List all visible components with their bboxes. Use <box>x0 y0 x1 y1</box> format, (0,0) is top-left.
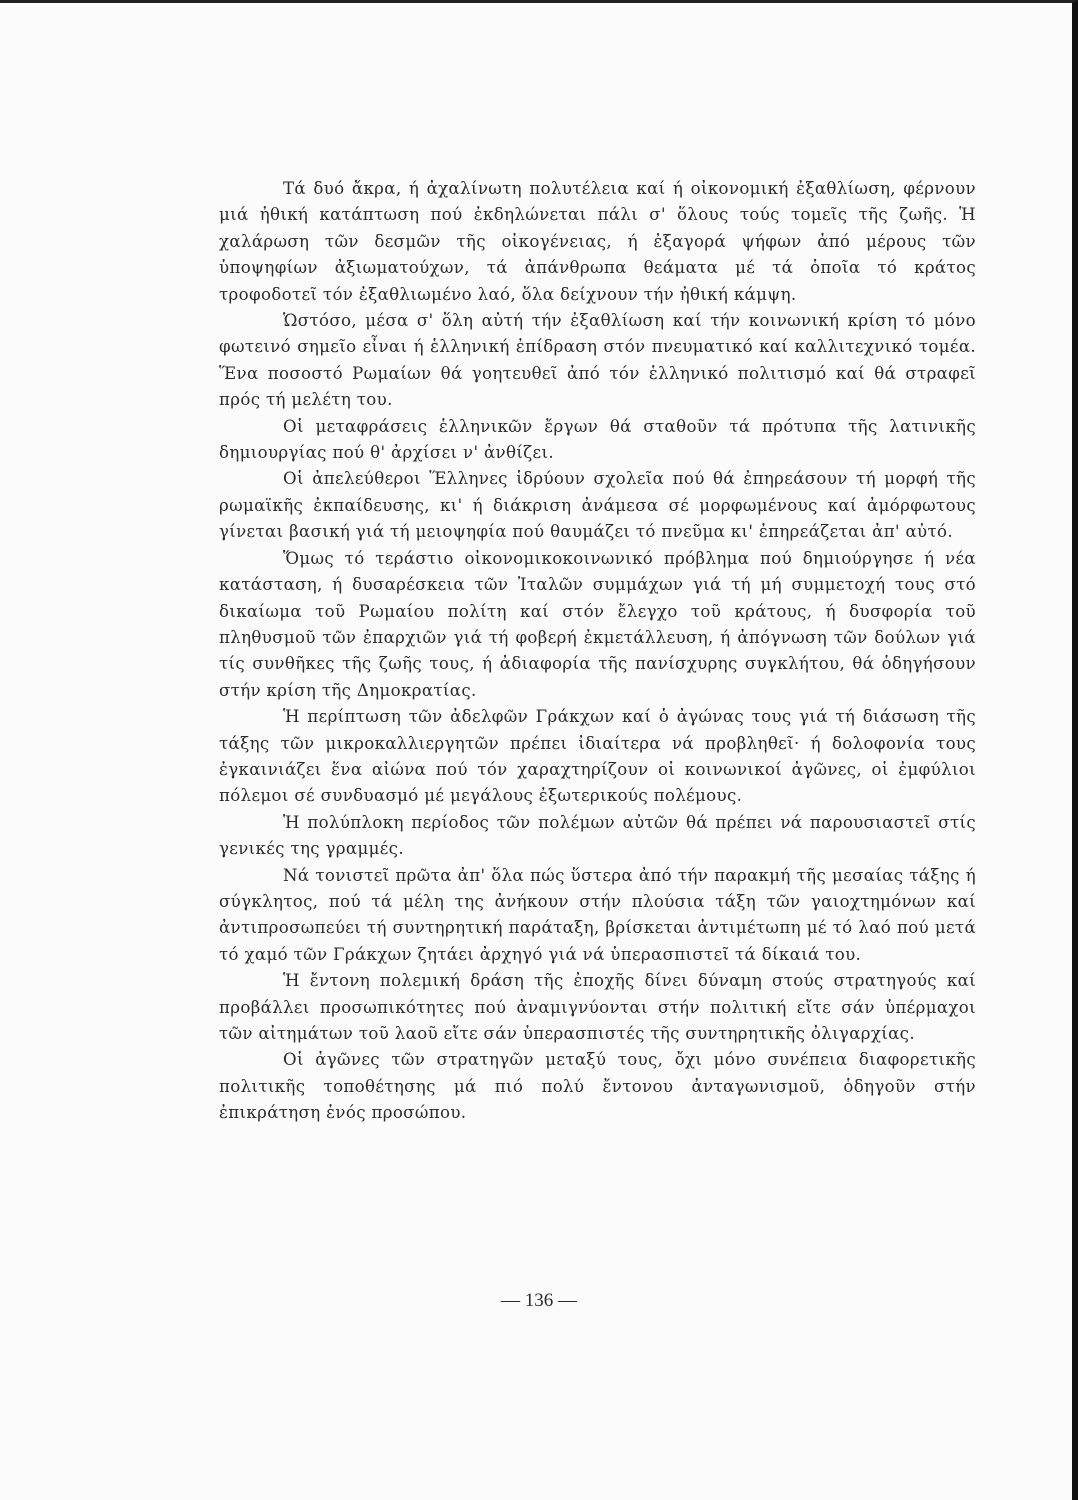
paragraph: Ἡ πολύπλοκη περίοδος τῶν πολέμων αὐτῶν θά πρέπει νά παρουσιαστεῖ στίς γενικές της γραμμές. <box>219 812 976 859</box>
paragraph: Νά τονιστεῖ πρῶτα ἀπ' ὅλα πώς ὕστερα ἀπό τήν παρακμή τῆς μεσαίας τάξης ή σύγκλητος, πού τά μέλη της ἀνήκουν στήν πλούσια τάξη τῶν γαιοχτημόνων καί ἀντιπροσωπεύει τή συντηρητική παράταξη, βρίσκεται ἀντιμέτωπη μέ τό λαό πού μετά τό χαμό τῶν Γράκχων ζητάει ἀρχηγό γιά νά ὑπερασπιστεῖ τά δίκαιά του. <box>219 865 976 964</box>
paragraph: Οἱ ἀγῶνες τῶν στρατηγῶν μεταξύ τους, ὄχι μόνο συνέπεια διαφορετικῆς πολιτικῆς τοποθέτησης μά πιό πολύ ἔντονου ἀνταγωνισμοῦ, ὁδηγοῦν στήν ἐπικράτηση ἑνός προσώπου. <box>219 1050 976 1123</box>
paragraph: Ὡστόσο, μέσα σ' ὅλη αὐτή τήν ἐξαθλίωση καί τήν κοινωνική κρίση τό μόνο φωτεινό σημεῖο εἶναι ή ἑλληνική ἐπίδραση στόν πνευματικό καί καλλιτεχνικό τομέα. Ἕνα ποσοστό Ρωμαίων θά γοητευθεῖ ἀπό τόν ἑλληνικό πολιτισμό καί θά στραφεῖ πρός τή μελέτη του. <box>219 311 976 410</box>
paragraph: Οἱ ἀπελεύθεροι Ἕλληνες ἱδρύουν σχολεῖα πού θά ἐπηρεάσουν τή μορφή τῆς ρωμαϊκῆς ἐκπαίδευσης, κι' ή διάκριση ἀνάμεσα σέ μορφωμένους καί ἀμόρφωτους γίνεται βασική γιά τή μειοψηφία πού θαυμάζει τό πνεῦμα κι' ἐπηρεάζεται ἀπ' αὐτό. <box>219 469 976 542</box>
paragraph: Οἱ μεταφράσεις ἑλληνικῶν ἔργων θά σταθοῦν τά πρότυπα τῆς λατινικῆς δημιουργίας πού θ' ἀρχίσει ν' ἀνθίζει. <box>219 416 976 463</box>
document-body <box>219 176 976 1127</box>
paragraph: Τά δυό ἄκρα, ή ἀχαλίνωτη πολυτέλεια καί ή οἰκονομική ἐξαθλίωση, φέρνουν μιά ἠθική κατάπτωση πού ἐκδηλώνεται πάλι σ' ὅλους τούς τομεῖς τῆς ζωῆς. Ἡ χαλάρωση τῶν δεσμῶν τῆς οἰκογένειας, ή ἐξαγορά ψήφων ἀπό μέρους τῶν ὑποψηφίων ἀξιωματούχων, τά ἀπάνθρωπα θεάματα μέ τά ὁποῖα τό κράτος τροφοδοτεῖ τόν ἐξαθλιωμένο λαό, ὅλα δείχνουν τήν ἠθική κάμψη. <box>219 179 976 304</box>
paragraph: Ἡ ἔντονη πολεμική δράση τῆς ἐποχῆς δίνει δύναμη στούς στρατηγούς καί προβάλλει προσωπικότητες πού ἀναμιγνύονται στήν πολιτική εἴτε σάν ὑπέρμαχοι τῶν αἰτημάτων τοῦ λαοῦ εἴτε σάν ὑπερασπιστές τῆς συντηρητικῆς ὀλιγαρχίας. <box>219 971 976 1043</box>
paragraph: Ἡ περίπτωση τῶν ἀδελφῶν Γράκχων καί ὁ ἀγώνας τους γιά τή διάσωση τῆς τάξης τῶν μικροκαλλιεργητῶν πρέπει ἰδιαίτερα νά προβληθεῖ· ή δολοφονία τους ἐγκαινιάζει ἕνα αἰώνα πού τόν χαραχτηρίζουν οἱ κοινωνικοί ἀγῶνες, οἱ ἐμφύλιοι πόλεμοι σέ συνδυασμό μέ μεγάλους ἐξωτερικούς πολέμους. <box>219 707 976 806</box>
paragraph: Ὅμως τό τεράστιο οἰκονομικοκοινωνικό πρόβλημα πού δημιούργησε ή νέα κατάσταση, ή δυσαρέσκεια τῶν Ἰταλῶν συμμάχων γιά τή μή συμμετοχή τους στό δικαίωμα τοῦ Ρωμαίου πολίτη καί στόν ἔλεγχο τοῦ κράτους, ή δυσφορία τοῦ πληθυσμοῦ τῶν ἐπαρχιῶν γιά τή φοβερή ἐκμετάλλευση, ή ἀπόγνωση τῶν δούλων γιά τίς συνθῆκες τῆς ζωῆς τους, ή ἀδιαφορία τῆς πανίσχυρης συγκλήτου, θά ὁδηγήσουν στήν κρίση τῆς Δημοκρατίας. <box>219 548 976 700</box>
page-number: — 136 — <box>501 1290 577 1311</box>
